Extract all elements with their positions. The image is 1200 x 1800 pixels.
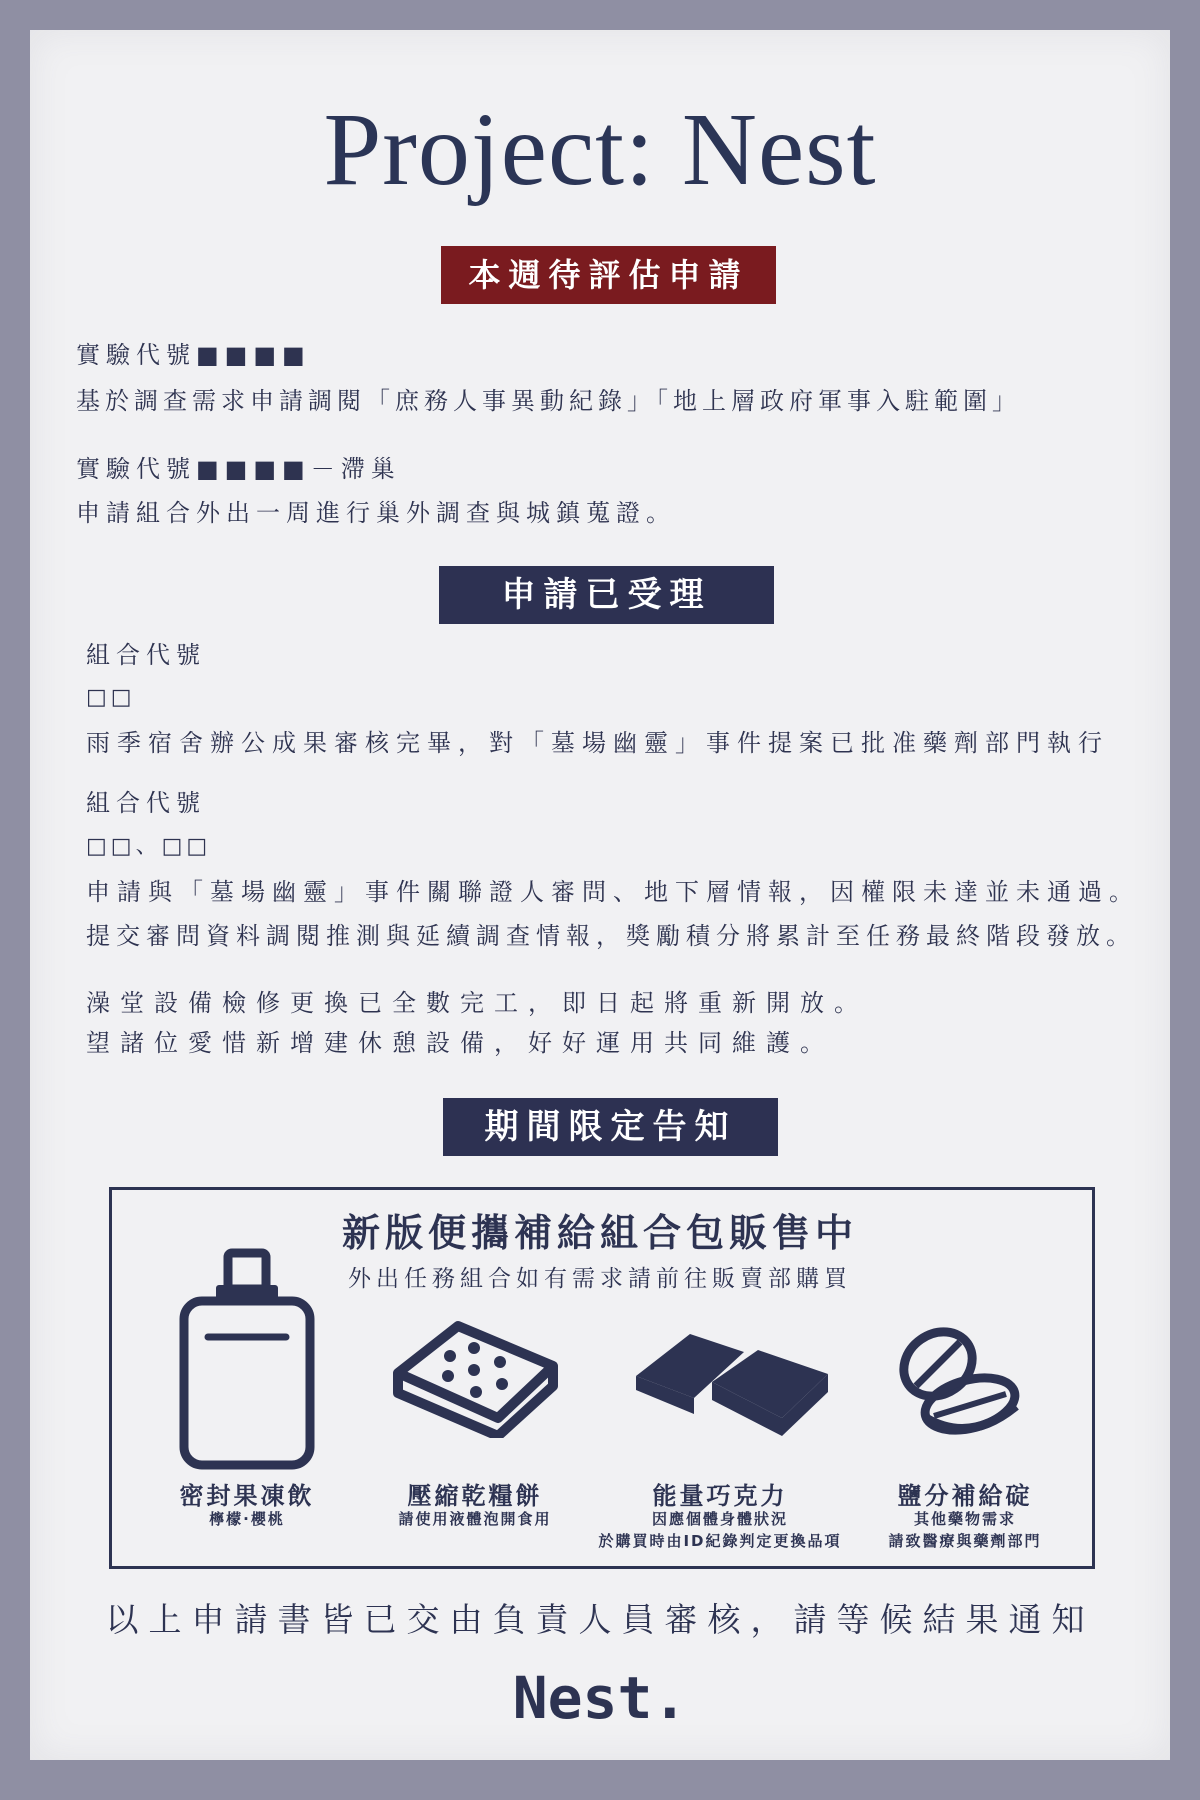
supply-panel-title: 新版便攜補給組合包販售中 xyxy=(341,1210,858,1255)
item-desc-energy-chocolate-2: 於購買時由ID紀錄判定更換品項 xyxy=(598,1532,842,1550)
page-title: Project: Nest xyxy=(323,92,877,207)
accepted-notice1: 澡堂設備檢修更換已全數完工，即日起將重新開放。 xyxy=(86,989,868,1017)
item-name-ration-biscuit: 壓縮乾糧餅 xyxy=(407,1482,543,1510)
item-desc-jelly-drink: 檸檬·櫻桃 xyxy=(209,1510,285,1528)
supply-panel-subtitle: 外出任務組合如有需求請前往販賣部購買 xyxy=(348,1266,852,1292)
drink-pouch-icon xyxy=(172,1245,322,1475)
pending-entry1-label: 實驗代號■■■■ xyxy=(76,341,311,369)
item-desc-ration-biscuit: 請使用液體泡開食用 xyxy=(398,1510,552,1528)
item-name-salt-tablet: 鹽分補給碇 xyxy=(897,1482,1033,1510)
accepted-entry2-label: 組合代號 xyxy=(86,789,206,817)
signature: Nest. xyxy=(512,1664,688,1732)
footer-note: 以上申請書皆已交由負責人員審核，請等候結果通知 xyxy=(105,1600,1095,1639)
chocolate-icon xyxy=(632,1330,832,1440)
pending-entry1-body: 基於調查需求申請調閱「庶務人事異動紀錄」「地上層政府軍事入駐範圍」 xyxy=(76,387,1021,415)
accepted-banner: 申請已受理 xyxy=(439,566,774,624)
salt-tablet-icon xyxy=(890,1322,1025,1447)
biscuit-icon xyxy=(388,1318,563,1438)
accepted-entry1-label: 組合代號 xyxy=(86,641,206,669)
accepted-entry2-code: □□、□□ xyxy=(86,834,212,859)
item-desc-salt-tablet-2: 請致醫療與藥劑部門 xyxy=(888,1532,1042,1550)
item-desc-salt-tablet-1: 其他藥物需求 xyxy=(913,1510,1016,1528)
pending-entry2-label: 實驗代號■■■■－滯巢 xyxy=(76,455,401,483)
accepted-entry1-code: □□ xyxy=(86,685,136,710)
accepted-entry2-body1: 申請與「墓場幽靈」事件關聯證人審問、地下層情報，因權限未達並未通過。 xyxy=(86,878,1140,906)
accepted-entry1-body: 雨季宿舍辦公成果審核完畢，對「墓場幽靈」事件提案已批准藥劑部門執行 xyxy=(86,729,1109,757)
accepted-entry2-body2: 提交審問資料調閱推測與延續調查情報，獎勵積分將累計至任務最終階段發放。 xyxy=(86,922,1136,950)
pending-entry2-body: 申請組合外出一周進行巢外調查與城鎮蒐證。 xyxy=(76,499,676,527)
item-name-energy-chocolate: 能量巧克力 xyxy=(652,1482,788,1510)
accepted-notice2: 望諸位愛惜新增建休憩設備，好好運用共同維護。 xyxy=(86,1029,834,1057)
item-desc-energy-chocolate-1: 因應個體身體狀況 xyxy=(651,1510,788,1528)
limited-banner: 期間限定告知 xyxy=(443,1098,778,1156)
pending-banner: 本週待評估申請 xyxy=(441,246,776,304)
item-name-jelly-drink: 密封果凍飲 xyxy=(179,1482,315,1510)
